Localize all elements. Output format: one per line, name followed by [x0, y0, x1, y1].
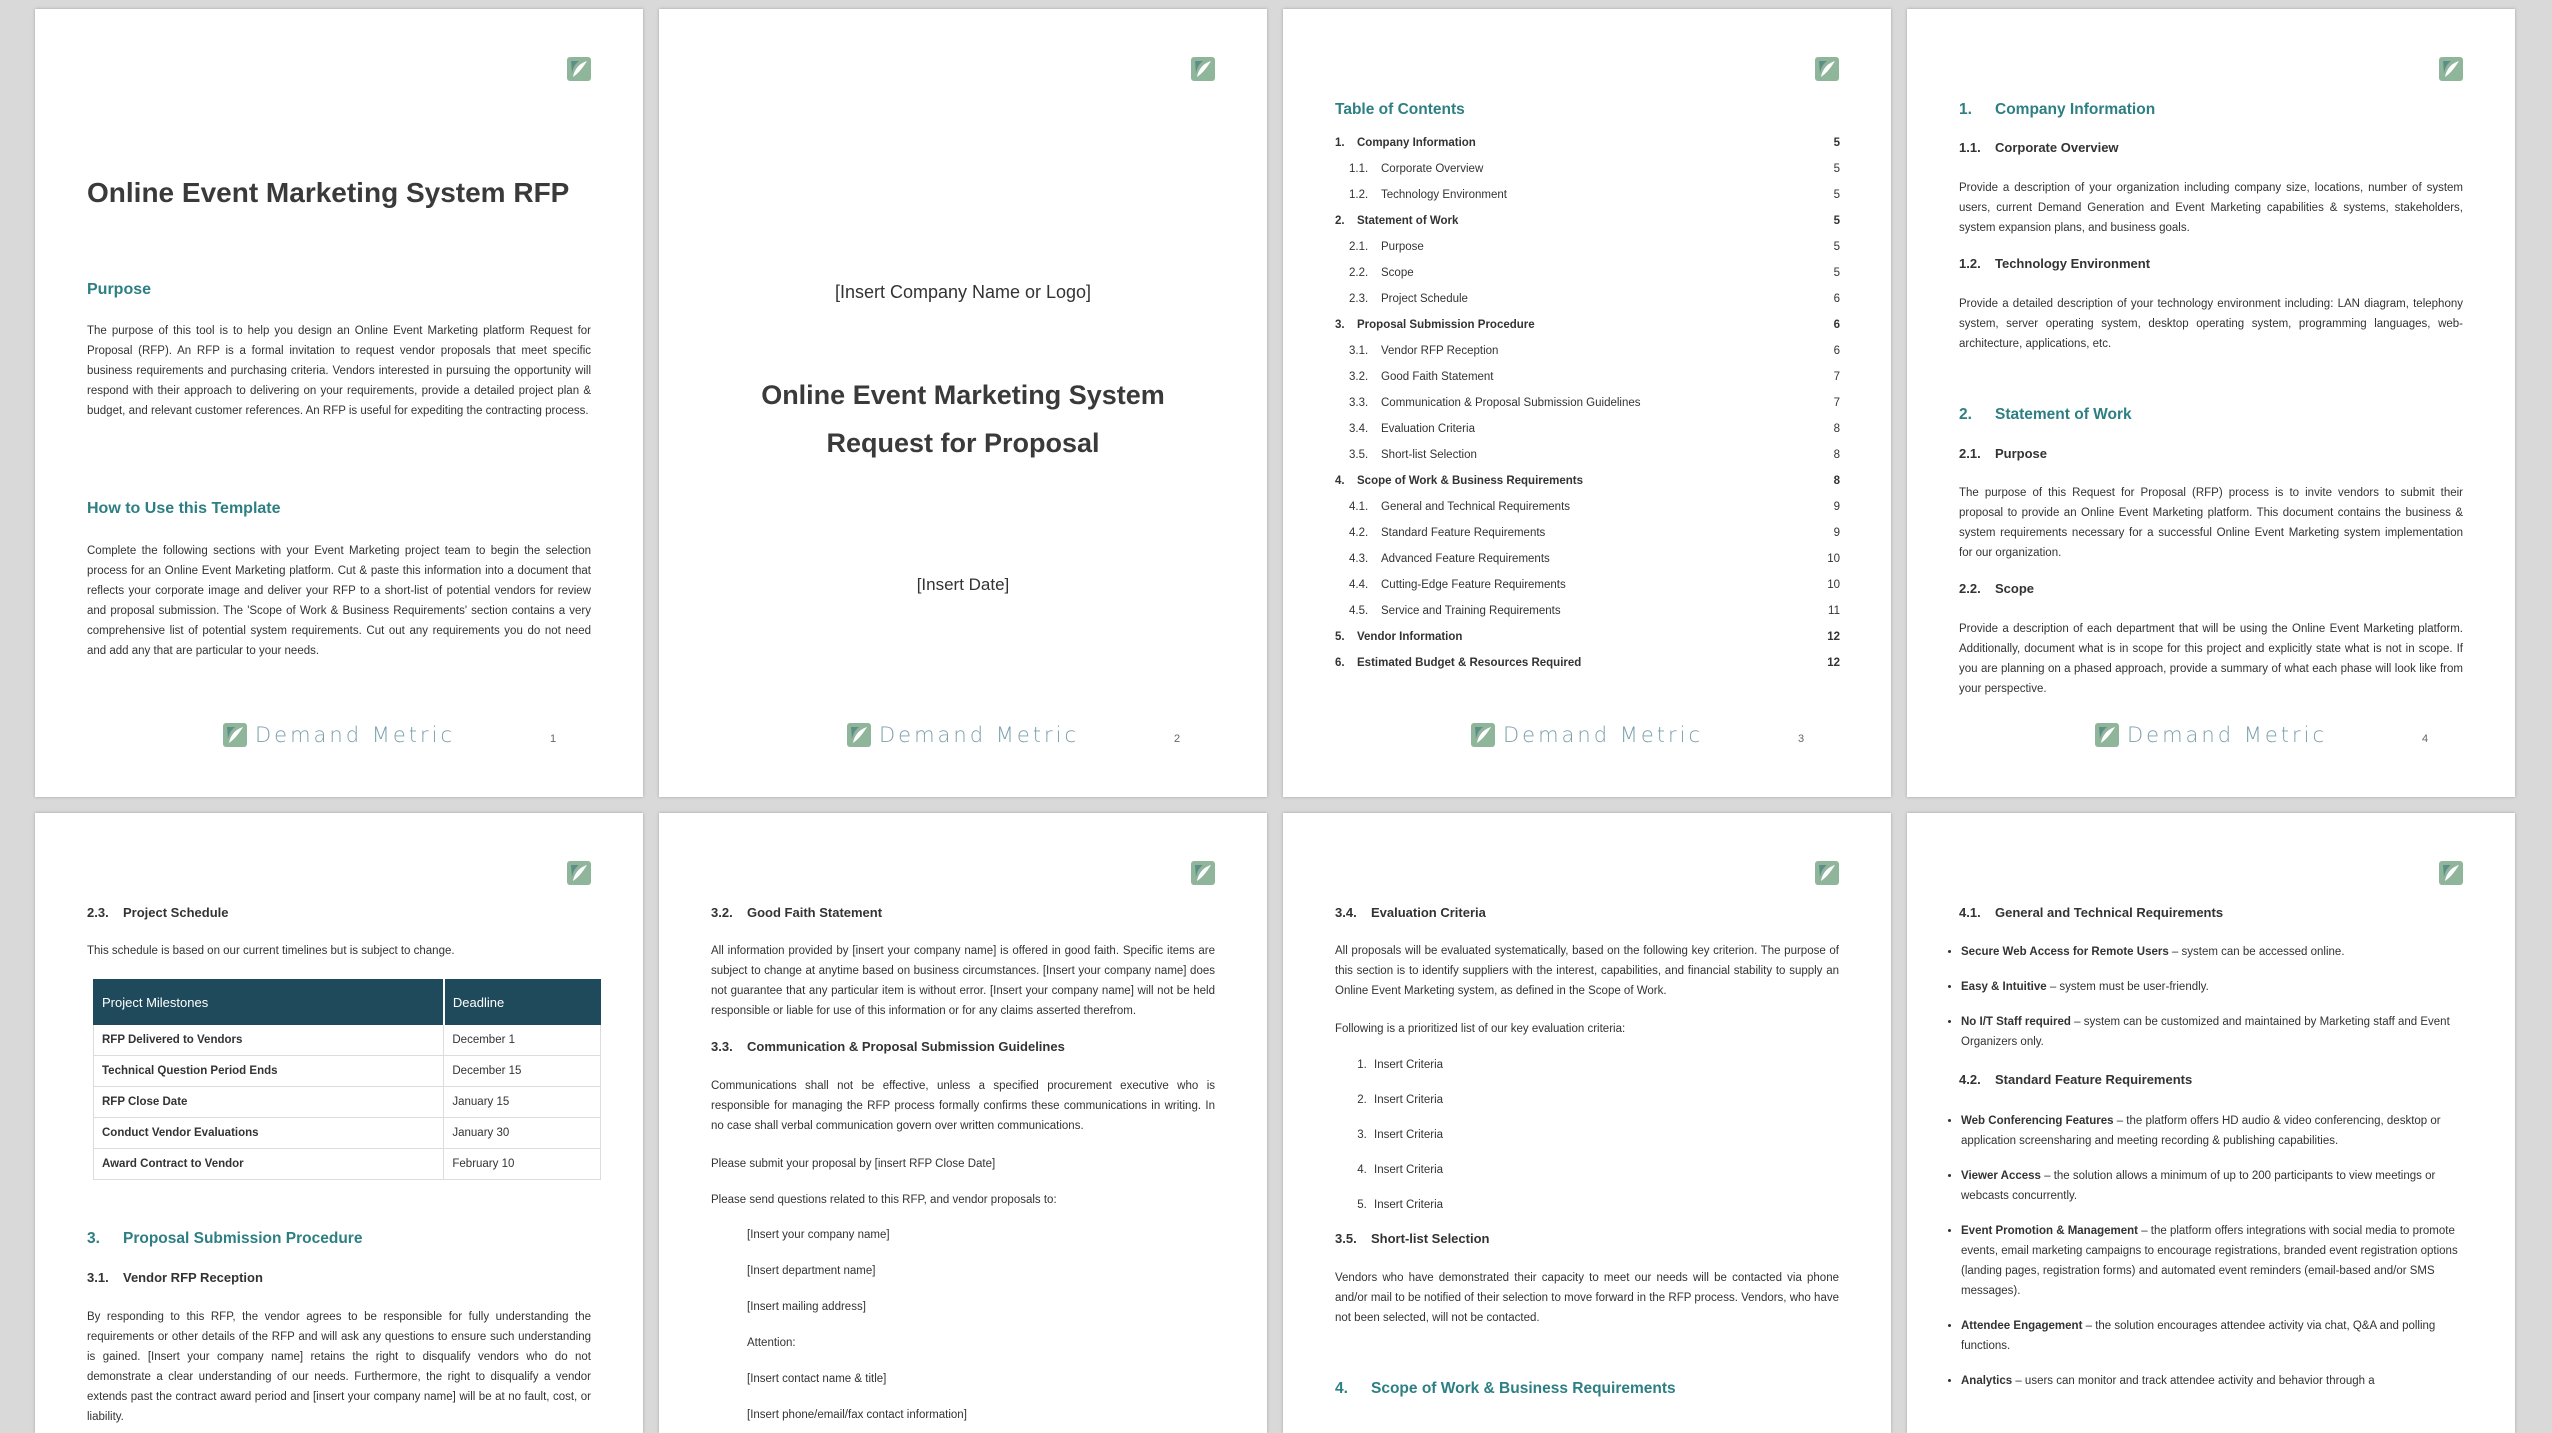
- requirement-desc: – users can monitor and track attendee activity and behavior through a: [2012, 1375, 2375, 1387]
- toc-label: Good Faith Statement: [1381, 371, 1494, 383]
- deadline-cell: January 15: [444, 1087, 601, 1118]
- toc-number: 3.4.: [1349, 423, 1369, 435]
- subsection-heading: 3.2. Good Faith Statement: [711, 905, 883, 920]
- cover-title-line-1: Online Event Marketing System: [761, 380, 1165, 410]
- demand-metric-logo-icon: [1815, 861, 1839, 885]
- date-placeholder: [Insert Date]: [916, 575, 1010, 594]
- toc-entry[interactable]: [1335, 494, 1840, 520]
- page-1: [35, 9, 643, 797]
- vendor-reception-text: By responding to this RFP, the vendor agrees to be responsible for fully understanding the requirements or other details of the RFP and will ask any questions to ensure such understanding is gained. [Insert your company name] retains the right to disqualify vendors who do not demonstrate a clear understanding of our needs. Furthermore, the right to disqualify a vendor extends past the contract award period and [insert your company name] will be at no fault, cost, or liability.: [87, 1311, 591, 1423]
- criteria-item: 4. Insert Criteria: [1370, 1160, 1839, 1195]
- subsection-heading: 1.1. Corporate Overview: [1959, 140, 2119, 155]
- requirement-desc: – system must be user-friendly.: [2046, 981, 2209, 993]
- brand-name: Demand Metric: [1502, 723, 1704, 747]
- page-2: [659, 9, 1267, 797]
- toc-entry[interactable]: [1335, 234, 1840, 260]
- toc-entry[interactable]: [1335, 520, 1840, 546]
- toc-page: 7: [1833, 371, 1840, 383]
- toc-title: Table of Contents: [1335, 101, 1465, 118]
- toc-page: 8: [1833, 423, 1840, 435]
- toc-label: Short-list Selection: [1381, 449, 1477, 461]
- toc-entry[interactable]: [1335, 442, 1840, 468]
- address-line: [Insert department name]: [747, 1265, 876, 1277]
- toc-number: 4.5.: [1349, 605, 1369, 617]
- requirement-desc: – system can be customized and maintained by Marketing staff and Event Organizers only.: [1961, 1016, 2450, 1048]
- requirement-desc: – the solution allows a minimum of up to 200 participants to view meetings or webcasts concurrently.: [1961, 1170, 2436, 1202]
- company-placeholder: [Insert Company Name or Logo]: [834, 282, 1092, 302]
- demand-metric-logo-icon: [1191, 861, 1215, 885]
- subsection-heading: 3.1. Vendor RFP Reception: [87, 1270, 263, 1285]
- toc-label: Communication & Proposal Submission Guidelines: [1381, 397, 1641, 409]
- brand-name: Demand Metric: [254, 723, 456, 747]
- general-requirements-list: [1907, 942, 2463, 1052]
- toc-number: 4.3.: [1349, 553, 1369, 565]
- toc-number: 3.3.: [1349, 397, 1369, 409]
- page-number: 2: [1174, 733, 1181, 745]
- requirement-item: [1961, 942, 2463, 962]
- toc-label: Technology Environment: [1381, 189, 1507, 201]
- corporate-overview-text: Provide a description of your organization including company size, locations, number of system users, current Demand Generation and Event Marketing capabilities & systems, stakeholders, system expansion plans, and business goals.: [1959, 182, 2463, 234]
- toc-label: Evaluation Criteria: [1381, 423, 1475, 435]
- demand-metric-logo-icon: [223, 723, 247, 747]
- requirement-item: [1961, 1316, 2463, 1356]
- page-8: [1907, 813, 2515, 1433]
- page-5: [35, 813, 643, 1433]
- document-title: Online Event Marketing System RFP: [87, 177, 570, 208]
- toc-page: 5: [1833, 215, 1840, 227]
- toc-label: Cutting-Edge Feature Requirements: [1381, 579, 1566, 591]
- requirement-item: [1961, 1166, 2463, 1206]
- good-faith-text: All information provided by [insert your company name] is offered in good faith. Specific items are subject to change at anytime based on business circumstances. [Insert your company name] does not guarantee that any particular item is without error. [Insert your company name] will not be held responsible or liable for use of this information or for any claims asserted therefrom.: [711, 945, 1215, 1017]
- milestone-cell: Conduct Vendor Evaluations: [94, 1118, 444, 1149]
- section-heading: 2. Statement of Work: [1959, 406, 2132, 423]
- milestone-cell: RFP Close Date: [94, 1087, 444, 1118]
- page-number: 1: [550, 733, 557, 745]
- toc-entry[interactable]: [1335, 312, 1840, 338]
- cover-title-line-2: Request for Proposal: [826, 428, 1100, 458]
- deadline-cell: January 30: [444, 1118, 601, 1149]
- requirement-term: Analytics: [1961, 1375, 2013, 1387]
- toc-number: 4.: [1335, 475, 1345, 487]
- toc-label: Advanced Feature Requirements: [1381, 553, 1550, 565]
- toc-page: 7: [1833, 397, 1840, 409]
- page-6: [659, 813, 1267, 1433]
- table-row: [94, 1149, 601, 1180]
- address-line: Attention:: [747, 1337, 796, 1349]
- toc-entry[interactable]: [1335, 156, 1840, 182]
- table-row: [94, 1025, 601, 1056]
- section-heading: 1. Company Information: [1959, 101, 2156, 118]
- toc-number: 4.2.: [1349, 527, 1369, 539]
- criteria-item: 5. Insert Criteria: [1370, 1195, 1839, 1230]
- subsection-heading: 3.4. Evaluation Criteria: [1335, 905, 1486, 920]
- technology-environment-text: Provide a detailed description of your technology environment including: LAN diagram, telephony system, server operating system, desktop operating system, programming languages, web-architecture, applications, etc.: [1959, 298, 2463, 350]
- toc-label: Vendor RFP Reception: [1381, 345, 1499, 357]
- toc-label: Purpose: [1381, 241, 1424, 253]
- table-row: [94, 1056, 601, 1087]
- requirement-desc: – system can be accessed online.: [2168, 946, 2345, 958]
- toc-entry[interactable]: [1335, 650, 1840, 676]
- address-line: [Insert your company name]: [747, 1229, 890, 1241]
- requirement-term: Attendee Engagement: [1961, 1320, 2083, 1332]
- requirement-desc: – the platform offers HD audio & video conferencing, desktop or application screensharing and meeting recording & publishing capabilities.: [1961, 1115, 2441, 1147]
- deadline-cell: December 1: [444, 1025, 601, 1056]
- toc-entry[interactable]: [1335, 364, 1840, 390]
- toc-number: 1.: [1335, 137, 1345, 149]
- subsection-heading: 3.5. Short-list Selection: [1335, 1231, 1490, 1246]
- toc-label: Vendor Information: [1357, 631, 1463, 643]
- toc-page: 8: [1833, 449, 1840, 461]
- requirement-item: [1961, 977, 2463, 997]
- toc-label: Project Schedule: [1381, 293, 1468, 305]
- requirement-term: No I/T Staff required: [1961, 1016, 2071, 1028]
- toc-page: 6: [1833, 319, 1840, 331]
- subsection-heading: 2.3. Project Schedule: [87, 905, 229, 920]
- requirement-term: Secure Web Access for Remote Users: [1961, 946, 2169, 958]
- address-line: [Insert contact name & title]: [747, 1373, 887, 1385]
- subsection-heading: 1.2. Technology Environment: [1959, 256, 2151, 271]
- toc-entry[interactable]: [1335, 416, 1840, 442]
- toc-label: Scope: [1381, 267, 1414, 279]
- project-schedule-table: [93, 979, 601, 1180]
- toc-entry[interactable]: [1335, 286, 1840, 312]
- requirement-item: [1961, 1371, 2463, 1391]
- toc-number: 4.4.: [1349, 579, 1369, 591]
- criteria-item: 1. Insert Criteria: [1370, 1055, 1839, 1090]
- brand-name: Demand Metric: [2126, 723, 2328, 747]
- toc-label: Statement of Work: [1357, 215, 1459, 227]
- demand-metric-logo-icon: [567, 57, 591, 81]
- toc-number: 3.5.: [1349, 449, 1369, 461]
- purpose-text: The purpose of this tool is to help you design an Online Event Marketing platform Request for Proposal (RFP). An RFP is a formal invitation to request vendor proposals that meet specific business requirements and purchasing criteria. Vendors interested in pursuing the opportunity will respond with their approach to delivering on your requirements, provide a detailed project plan & budget, and relevant customer references. An RFP is useful for expediting the contracting process.: [87, 325, 591, 417]
- toc-page: 10: [1827, 579, 1840, 591]
- deadline-cell: December 15: [444, 1056, 601, 1087]
- toc-label: Standard Feature Requirements: [1381, 527, 1546, 539]
- toc-label: Proposal Submission Procedure: [1357, 319, 1535, 331]
- toc-page: 5: [1833, 267, 1840, 279]
- toc-page: 11: [1828, 605, 1840, 617]
- schedule-intro: This schedule is based on our current timelines but is subject to change.: [87, 945, 455, 957]
- subsection-heading: 2.1. Purpose: [1959, 446, 2048, 461]
- page-7: [1283, 813, 1891, 1433]
- demand-metric-logo-icon: [1191, 57, 1215, 81]
- demand-metric-logo-icon: [1815, 57, 1839, 81]
- table-header: Project Milestones: [94, 980, 444, 1025]
- subsection-heading: 3.3. Communication & Proposal Submission Guidelines: [711, 1039, 1065, 1054]
- subsection-heading: 2.2. Scope: [1959, 581, 2035, 596]
- toc-page: 12: [1827, 657, 1840, 669]
- requirement-term: Viewer Access: [1961, 1170, 2041, 1182]
- requirement-term: Event Promotion & Management: [1961, 1225, 2138, 1237]
- toc-label: General and Technical Requirements: [1381, 501, 1571, 513]
- table-row: [94, 1118, 601, 1149]
- brand-name: Demand Metric: [878, 723, 1080, 747]
- toc-page: 9: [1833, 501, 1840, 513]
- how-to-use-heading: How to Use this Template: [87, 500, 281, 517]
- evaluation-text: All proposals will be evaluated systematically, based on the following key criterion. The purpose of this section is to identify suppliers with the interest, capabilities, and financial stability to supply an Online Event Marketing system, as defined in the Scope of Work.: [1335, 945, 1839, 997]
- deadline-cell: February 10: [444, 1149, 601, 1180]
- toc-page: 5: [1833, 137, 1840, 149]
- toc-page: 9: [1833, 527, 1840, 539]
- table-header: Deadline: [444, 980, 601, 1025]
- criteria-item: 2. Insert Criteria: [1370, 1090, 1839, 1125]
- toc-entry[interactable]: [1335, 572, 1840, 598]
- requirement-item: [1961, 1221, 2463, 1301]
- page-number: 4: [2422, 733, 2429, 745]
- toc-number: 1.2.: [1349, 189, 1369, 201]
- requirement-item: [1961, 1012, 2463, 1052]
- page-4: [1907, 9, 2515, 797]
- purpose-heading: Purpose: [87, 281, 152, 298]
- standard-requirements-list: [1907, 1111, 2463, 1391]
- scope-text: Provide a description of each department that will be using the Online Event Marketing platform. Additionally, document what is in scope for this project and explicitly state what is not in scope. If you are planning on a phased approach, provide a summary of what each phase will look like from your perspective.: [1959, 623, 2463, 695]
- toc-page: 5: [1833, 241, 1840, 253]
- address-line: [Insert phone/email/fax contact information]: [747, 1409, 967, 1421]
- subsection-heading: 4.2. Standard Feature Requirements: [1959, 1072, 2193, 1087]
- requirement-term: Easy & Intuitive: [1961, 981, 2047, 993]
- toc-number: 2.3.: [1349, 293, 1369, 305]
- toc-page: 12: [1827, 631, 1840, 643]
- toc-label: Company Information: [1357, 137, 1476, 149]
- toc-entry[interactable]: [1335, 130, 1840, 156]
- address-line: [Insert mailing address]: [747, 1301, 866, 1313]
- purpose-text: The purpose of this Request for Proposal (RFP) process is to invite vendors to submit their proposal to provide an Online Event Marketing platform. This document contains the business & system requirements necessary for a successful Online Event Marketing system implementation for our organization.: [1959, 487, 2463, 559]
- demand-metric-logo-icon: [567, 861, 591, 885]
- toc-number: 3.2.: [1349, 371, 1369, 383]
- requirement-item: [1961, 1111, 2463, 1151]
- section-heading: 4. Scope of Work & Business Requirements: [1335, 1380, 1676, 1397]
- toc-page: 5: [1833, 163, 1840, 175]
- toc-number: 2.: [1335, 215, 1345, 227]
- toc-entry[interactable]: [1335, 338, 1840, 364]
- toc-entry[interactable]: [1335, 598, 1840, 624]
- demand-metric-logo-icon: [1471, 723, 1495, 747]
- toc-number: 6.: [1335, 657, 1345, 669]
- toc-label: Scope of Work & Business Requirements: [1357, 475, 1584, 487]
- demand-metric-logo-icon: [847, 723, 871, 747]
- criteria-intro: Following is a prioritized list of our key evaluation criteria:: [1335, 1023, 1626, 1035]
- table-row: [94, 1087, 601, 1118]
- milestone-cell: Technical Question Period Ends: [94, 1056, 444, 1087]
- criteria-list: [1335, 1055, 1839, 1230]
- toc-number: 2.2.: [1349, 267, 1369, 279]
- toc-entry[interactable]: [1335, 182, 1840, 208]
- toc-number: 5.: [1335, 631, 1345, 643]
- toc-entry[interactable]: [1335, 468, 1840, 494]
- page-number: 3: [1798, 733, 1805, 745]
- toc-number: 3.: [1335, 319, 1345, 331]
- subsection-heading: 4.1. General and Technical Requirements: [1959, 905, 2224, 920]
- requirement-desc: – the platform offers integrations with social media to promote events, email marketing campaigns to encourage registrations, branded event registration options (landing pages, registration forms) and automated event reminders (email-based and/or SMS messages).: [1961, 1225, 2458, 1297]
- demand-metric-logo-icon: [2095, 723, 2119, 747]
- toc-entry[interactable]: [1335, 624, 1840, 650]
- shortlist-text: Vendors who have demonstrated their capacity to meet our needs will be contacted via phone and/or mail to be notified of their selection to move forward in the RFP process. Vendors, who have not been selected, will not be contacted.: [1335, 1272, 1839, 1324]
- toc-number: 3.1.: [1349, 345, 1369, 357]
- cover-title: [659, 371, 1267, 467]
- submit-deadline-text: Please submit your proposal by [insert RFP Close Date]: [711, 1158, 996, 1170]
- toc-entry[interactable]: [1335, 546, 1840, 572]
- table-of-contents: [1335, 130, 1840, 676]
- demand-metric-logo-icon: [2439, 861, 2463, 885]
- communication-text: Communications shall not be effective, unless a specified procurement executive who is responsible for managing the RFP process formally confirms these communications in writing. In no case shall verbal communication govern over written communications.: [711, 1080, 1215, 1132]
- section-heading: 3. Proposal Submission Procedure: [87, 1230, 363, 1247]
- milestone-cell: Award Contract to Vendor: [94, 1149, 444, 1180]
- toc-entry[interactable]: [1335, 390, 1840, 416]
- criteria-item: 3. Insert Criteria: [1370, 1125, 1839, 1160]
- toc-page: 8: [1833, 475, 1840, 487]
- toc-label: Estimated Budget & Resources Required: [1357, 657, 1582, 669]
- toc-label: Service and Training Requirements: [1381, 605, 1561, 617]
- requirement-term: Web Conferencing Features: [1961, 1115, 2114, 1127]
- toc-number: 2.1.: [1349, 241, 1369, 253]
- toc-page: 5: [1833, 189, 1840, 201]
- how-to-use-text: Complete the following sections with your Event Marketing project team to begin the selection process for an Online Event Marketing platform. Cut & paste this information into a document that reflects your corporate image and deliver your RFP to a short-list of potential vendors for review and proposal submission. The 'Scope of Work & Business Requirements' section contains a very comprehensive list of potential system requirements. Cut out any requirements you do not need and add any that are particular to your needs.: [87, 545, 591, 657]
- toc-entry[interactable]: [1335, 208, 1840, 234]
- toc-page: 6: [1833, 345, 1840, 357]
- toc-page: 6: [1833, 293, 1840, 305]
- toc-number: 1.1.: [1349, 163, 1369, 175]
- milestone-cell: RFP Delivered to Vendors: [94, 1025, 444, 1056]
- demand-metric-logo-icon: [2439, 57, 2463, 81]
- toc-entry[interactable]: [1335, 260, 1840, 286]
- toc-label: Corporate Overview: [1381, 163, 1484, 175]
- requirement-desc: – the solution encourages attendee activity via chat, Q&A and polling functions.: [1961, 1320, 2436, 1352]
- page-3: [1283, 9, 1891, 797]
- toc-page: 10: [1827, 553, 1840, 565]
- contact-address-block: [711, 1225, 1215, 1433]
- send-questions-text: Please send questions related to this RFP, and vendor proposals to:: [711, 1194, 1057, 1206]
- toc-number: 4.1.: [1349, 501, 1369, 513]
